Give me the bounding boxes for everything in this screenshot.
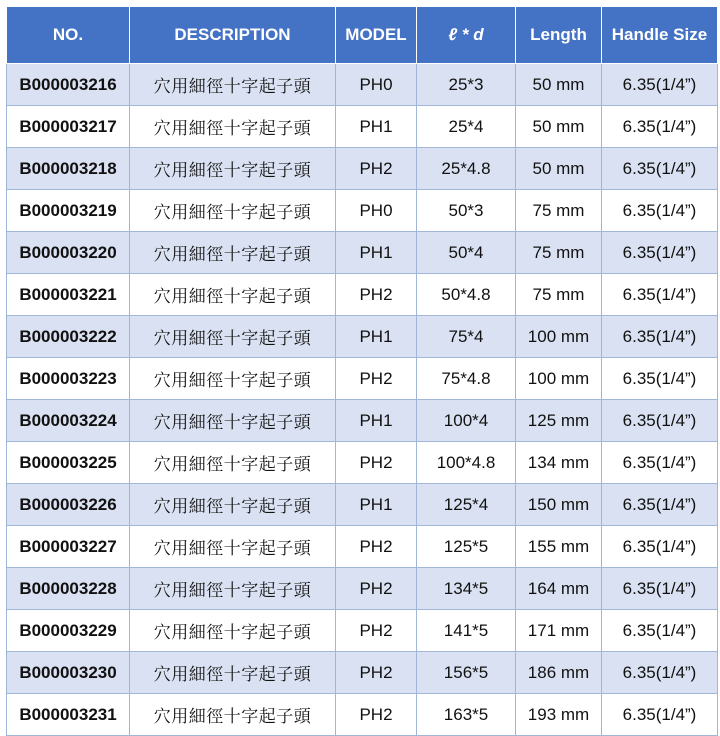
cell-length: 75 mm — [516, 274, 602, 316]
cell-length: 193 mm — [516, 694, 602, 736]
cell-part-number: B000003228 — [7, 568, 130, 610]
cell-length: 186 mm — [516, 652, 602, 694]
cell-part-number: B000003227 — [7, 526, 130, 568]
cell-length: 125 mm — [516, 400, 602, 442]
cell-description: 穴用細徑十字起子頭 — [130, 106, 336, 148]
cell-length-diameter: 100*4 — [417, 400, 516, 442]
cell-part-number: B000003222 — [7, 316, 130, 358]
cell-description: 穴用細徑十字起子頭 — [130, 316, 336, 358]
cell-length: 50 mm — [516, 106, 602, 148]
table-row — [7, 232, 718, 274]
cell-model: PH1 — [336, 232, 417, 274]
cell-model: PH1 — [336, 484, 417, 526]
cell-length: 100 mm — [516, 316, 602, 358]
cell-handle-size: 6.35(1/4”) — [602, 274, 718, 316]
cell-description: 穴用細徑十字起子頭 — [130, 652, 336, 694]
product-spec-table — [6, 6, 718, 736]
cell-part-number: B000003230 — [7, 652, 130, 694]
cell-model: PH1 — [336, 400, 417, 442]
cell-model: PH2 — [336, 610, 417, 652]
cell-model: PH2 — [336, 442, 417, 484]
cell-description: 穴用細徑十字起子頭 — [130, 358, 336, 400]
cell-length-diameter: 25*4 — [417, 106, 516, 148]
table-row — [7, 106, 718, 148]
table-row — [7, 568, 718, 610]
cell-length-diameter: 75*4 — [417, 316, 516, 358]
cell-length-diameter: 134*5 — [417, 568, 516, 610]
table-row — [7, 274, 718, 316]
cell-length-diameter: 156*5 — [417, 652, 516, 694]
cell-length-diameter: 50*3 — [417, 190, 516, 232]
table-row — [7, 610, 718, 652]
cell-handle-size: 6.35(1/4”) — [602, 610, 718, 652]
header-length-diameter: ℓ * d — [417, 7, 516, 64]
cell-handle-size: 6.35(1/4”) — [602, 190, 718, 232]
table-row — [7, 442, 718, 484]
cell-length-diameter: 141*5 — [417, 610, 516, 652]
cell-handle-size: 6.35(1/4”) — [602, 148, 718, 190]
cell-length-diameter: 75*4.8 — [417, 358, 516, 400]
header-handle-size: Handle Size — [602, 7, 718, 64]
header-no: NO. — [7, 7, 130, 64]
cell-model: PH2 — [336, 694, 417, 736]
cell-part-number: B000003217 — [7, 106, 130, 148]
cell-handle-size: 6.35(1/4”) — [602, 484, 718, 526]
cell-length-diameter: 50*4.8 — [417, 274, 516, 316]
cell-part-number: B000003219 — [7, 190, 130, 232]
cell-part-number: B000003226 — [7, 484, 130, 526]
table-body — [7, 64, 718, 736]
cell-length: 150 mm — [516, 484, 602, 526]
cell-part-number: B000003220 — [7, 232, 130, 274]
cell-model: PH2 — [336, 652, 417, 694]
cell-length-diameter: 125*5 — [417, 526, 516, 568]
cell-handle-size: 6.35(1/4”) — [602, 232, 718, 274]
cell-handle-size: 6.35(1/4”) — [602, 568, 718, 610]
cell-description: 穴用細徑十字起子頭 — [130, 274, 336, 316]
cell-handle-size: 6.35(1/4”) — [602, 442, 718, 484]
cell-description: 穴用細徑十字起子頭 — [130, 526, 336, 568]
cell-handle-size: 6.35(1/4”) — [602, 106, 718, 148]
cell-length-diameter: 125*4 — [417, 484, 516, 526]
cell-length: 75 mm — [516, 232, 602, 274]
table-row — [7, 148, 718, 190]
cell-handle-size: 6.35(1/4”) — [602, 358, 718, 400]
cell-description: 穴用細徑十字起子頭 — [130, 568, 336, 610]
cell-description: 穴用細徑十字起子頭 — [130, 400, 336, 442]
cell-handle-size: 6.35(1/4”) — [602, 316, 718, 358]
table-row — [7, 190, 718, 232]
table-row — [7, 526, 718, 568]
cell-description: 穴用細徑十字起子頭 — [130, 190, 336, 232]
cell-length: 164 mm — [516, 568, 602, 610]
table-row — [7, 694, 718, 736]
cell-length-diameter: 50*4 — [417, 232, 516, 274]
header-length: Length — [516, 7, 602, 64]
cell-handle-size: 6.35(1/4”) — [602, 652, 718, 694]
cell-part-number: B000003225 — [7, 442, 130, 484]
cell-length-diameter: 100*4.8 — [417, 442, 516, 484]
cell-handle-size: 6.35(1/4”) — [602, 694, 718, 736]
table-row — [7, 64, 718, 106]
cell-handle-size: 6.35(1/4”) — [602, 64, 718, 106]
cell-description: 穴用細徑十字起子頭 — [130, 484, 336, 526]
cell-model: PH1 — [336, 316, 417, 358]
cell-description: 穴用細徑十字起子頭 — [130, 610, 336, 652]
cell-model: PH2 — [336, 274, 417, 316]
cell-length-diameter: 163*5 — [417, 694, 516, 736]
cell-part-number: B000003221 — [7, 274, 130, 316]
table-row — [7, 400, 718, 442]
cell-length: 134 mm — [516, 442, 602, 484]
cell-model: PH2 — [336, 148, 417, 190]
cell-length: 171 mm — [516, 610, 602, 652]
cell-part-number: B000003224 — [7, 400, 130, 442]
cell-description: 穴用細徑十字起子頭 — [130, 442, 336, 484]
cell-model: PH2 — [336, 358, 417, 400]
cell-description: 穴用細徑十字起子頭 — [130, 64, 336, 106]
cell-handle-size: 6.35(1/4”) — [602, 400, 718, 442]
cell-model: PH2 — [336, 568, 417, 610]
cell-length: 50 mm — [516, 64, 602, 106]
header-description: DESCRIPTION — [130, 7, 336, 64]
cell-part-number: B000003223 — [7, 358, 130, 400]
cell-length-diameter: 25*4.8 — [417, 148, 516, 190]
cell-length: 75 mm — [516, 190, 602, 232]
table-row — [7, 652, 718, 694]
table-header-row — [7, 7, 718, 64]
cell-length: 100 mm — [516, 358, 602, 400]
cell-handle-size: 6.35(1/4”) — [602, 526, 718, 568]
cell-model: PH0 — [336, 64, 417, 106]
table-row — [7, 484, 718, 526]
table-row — [7, 358, 718, 400]
cell-description: 穴用細徑十字起子頭 — [130, 232, 336, 274]
table-row — [7, 316, 718, 358]
cell-description: 穴用細徑十字起子頭 — [130, 694, 336, 736]
cell-part-number: B000003231 — [7, 694, 130, 736]
cell-length-diameter: 25*3 — [417, 64, 516, 106]
cell-part-number: B000003218 — [7, 148, 130, 190]
cell-model: PH1 — [336, 106, 417, 148]
cell-model: PH0 — [336, 190, 417, 232]
cell-length: 50 mm — [516, 148, 602, 190]
header-model: MODEL — [336, 7, 417, 64]
cell-part-number: B000003229 — [7, 610, 130, 652]
cell-part-number: B000003216 — [7, 64, 130, 106]
cell-length: 155 mm — [516, 526, 602, 568]
cell-description: 穴用細徑十字起子頭 — [130, 148, 336, 190]
cell-model: PH2 — [336, 526, 417, 568]
